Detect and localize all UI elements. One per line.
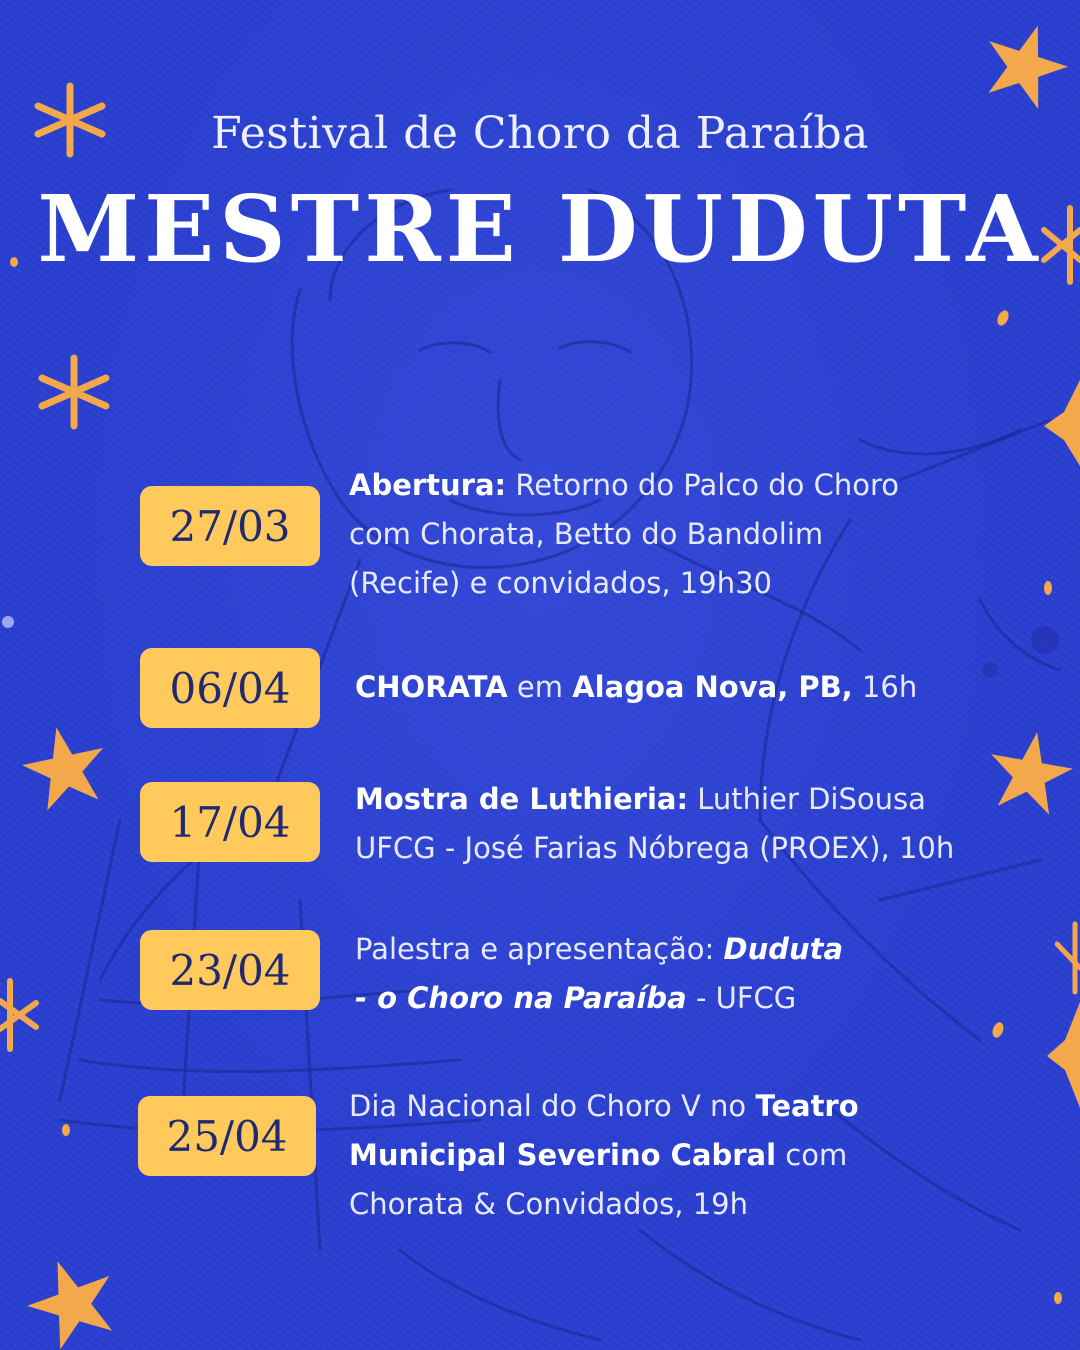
event-text: Retorno do Palco do Choro [506,468,899,502]
event-text: Dia Nacional do Choro V no [349,1089,756,1123]
event-line [355,663,917,712]
date-badge: 25/04 [138,1096,316,1176]
event-label: Mostra de Luthieria: [355,782,689,816]
festival-subtitle: Festival de Choro da Paraíba [211,108,869,159]
event-line [355,974,843,1023]
event-line [355,925,843,974]
event-description [349,1082,859,1229]
event-line: (Recife) e convidados, 19h30 [349,566,772,600]
event-line: com Chorata, Betto do Bandolim [349,517,824,551]
event-label: Abertura: [349,468,507,502]
event-line [349,461,899,510]
event-time: 16h [852,670,918,704]
event-description [355,925,843,1023]
event-line: UFCG - José Farias Nóbrega (PROEX), 10h [355,831,955,865]
event-highlight: CHORATA [355,670,508,704]
event-location: Teatro [755,1089,859,1123]
event-highlight: Duduta [723,932,844,966]
event-line [355,775,954,824]
event-text: Palestra e apresentação: [355,932,724,966]
date-badge: 17/04 [140,782,320,862]
event-location: Municipal Severino Cabral [349,1138,777,1172]
event-location: Alagoa Nova, PB, [572,670,853,704]
date-badge: 06/04 [140,648,320,728]
date-badge: 23/04 [140,930,320,1010]
event-line [349,1131,859,1180]
event-text: em [507,670,573,704]
event-text: Luthier DiSousa [688,782,926,816]
event-highlight: - o Choro na Paraíba [355,981,687,1015]
event-text: - UFCG [686,981,797,1015]
event-text: com [776,1138,848,1172]
event-description [349,461,899,608]
event-line [349,1082,859,1131]
main-title: MESTRE DUDUTA [37,175,1043,283]
event-line: Chorata & Convidados, 19h [349,1187,749,1221]
event-description [355,775,954,873]
event-description [355,663,917,712]
date-badge: 27/03 [140,486,320,566]
